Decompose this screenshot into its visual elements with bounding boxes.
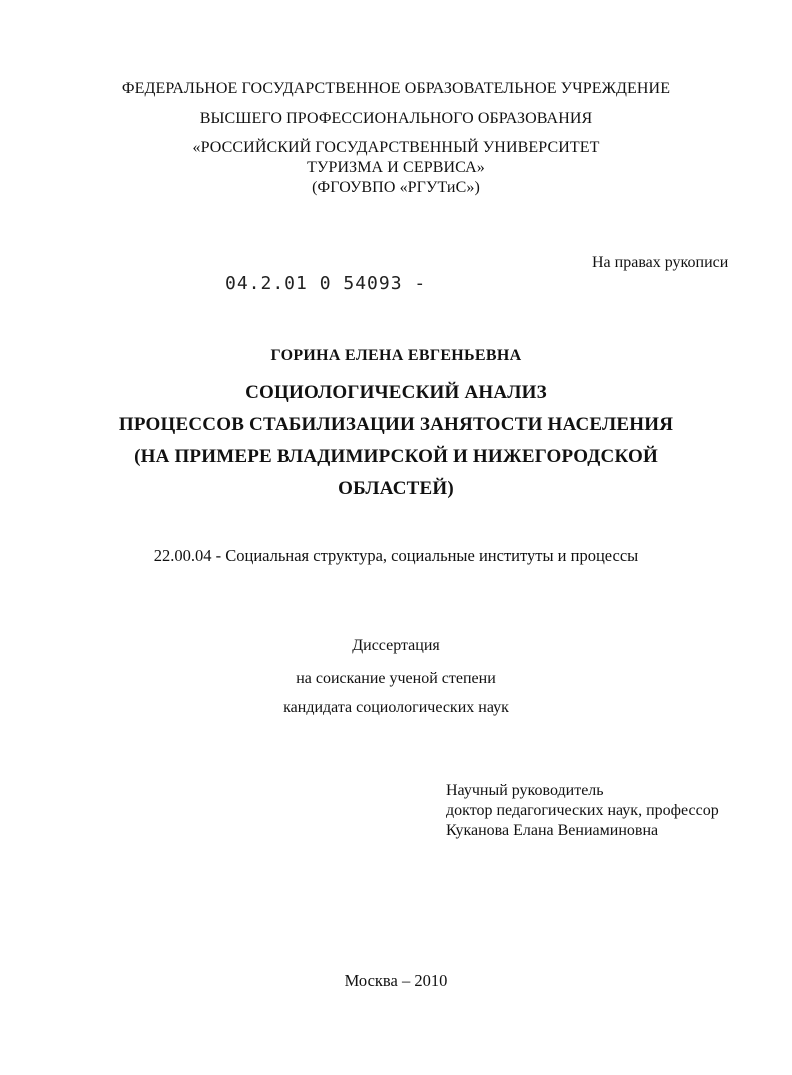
rights-note: На правах рукописи <box>592 254 729 271</box>
thesis-title-line-4: ОБЛАСТЕЙ) <box>338 478 454 499</box>
institution-line-3: «РОССИЙСКИЙ ГОСУДАРСТВЕННЫЙ УНИВЕРСИТЕТ <box>192 139 600 156</box>
city-year: Москва – 2010 <box>344 971 448 990</box>
thesis-title-line-3: (НА ПРИМЕРЕ ВЛАДИМИРСКОЙ И НИЖЕГОРОДСКОЙ <box>134 446 658 467</box>
author-name: ГОРИНА ЕЛЕНА ЕВГЕНЬЕВНА <box>270 347 522 364</box>
supervisor-degree: доктор педагогических наук, профессор <box>446 802 719 819</box>
archive-stamp-number: 04.2.01 0 54093 - <box>225 273 427 294</box>
institution-line-1: ФЕДЕРАЛЬНОЕ ГОСУДАРСТВЕННОЕ ОБРАЗОВАТЕЛЬНОЕ УЧРЕЖДЕНИЕ <box>121 80 671 97</box>
supervisor-name: Куканова Елана Вениаминовна <box>446 822 659 839</box>
supervisor-label: Научный руководитель <box>446 782 604 799</box>
institution-abbreviation: (ФГОУВПО «РГУТиС») <box>312 179 480 196</box>
institution-line-2: ВЫСШЕГО ПРОФЕССИОНАЛЬНОГО ОБРАЗОВАНИЯ <box>199 110 593 127</box>
degree-name: кандидата социологических наук <box>283 699 509 716</box>
degree-purpose: на соискание ученой степени <box>296 670 496 687</box>
thesis-title-line-1: СОЦИОЛОГИЧЕСКИЙ АНАЛИЗ <box>245 382 547 403</box>
thesis-title-line-2: ПРОЦЕССОВ СТАБИЛИЗАЦИИ ЗАНЯТОСТИ НАСЕЛЕНИЯ <box>118 414 674 435</box>
specialty-code: 22.00.04 - Социальная структура, социальные институты и процессы <box>153 546 639 565</box>
dissertation-label: Диссертация <box>352 637 440 654</box>
institution-line-4: ТУРИЗМА И СЕРВИСА» <box>307 159 485 176</box>
